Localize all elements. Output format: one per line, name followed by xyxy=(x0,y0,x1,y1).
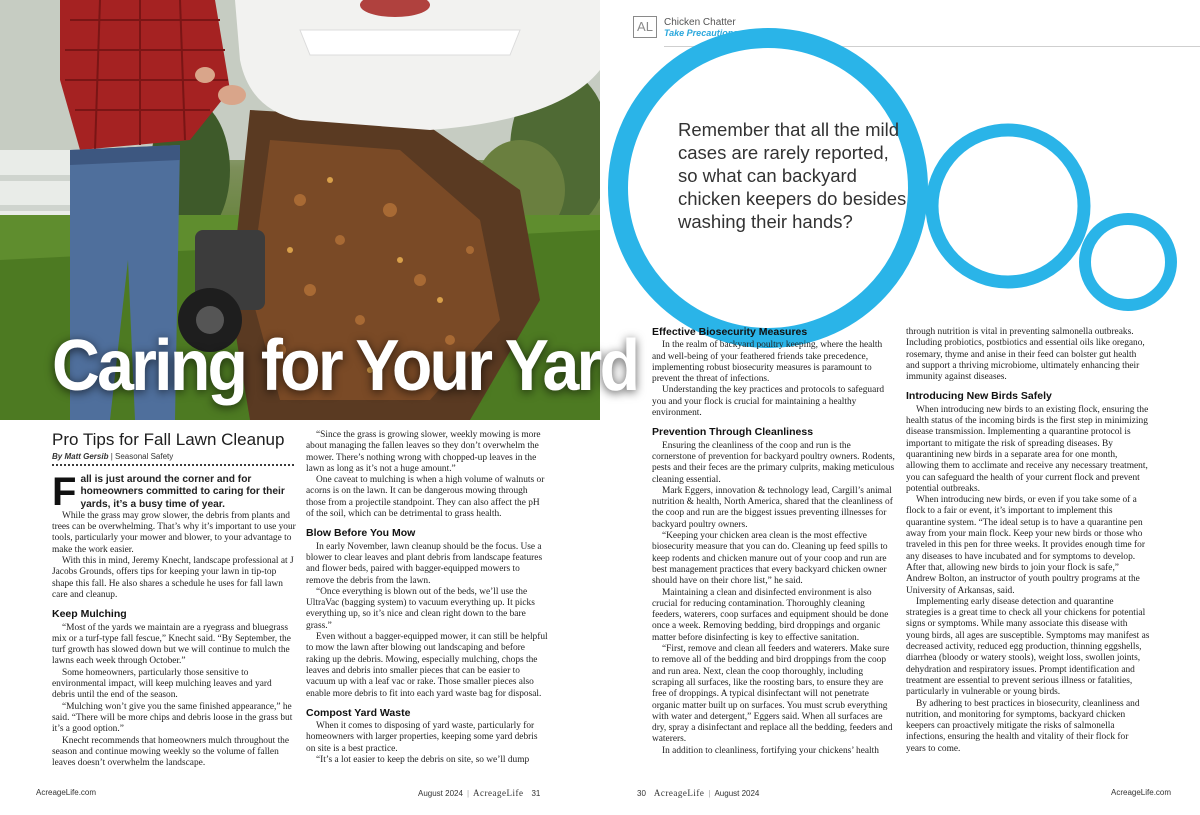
footer-page-number: 31 xyxy=(531,789,541,798)
footer-date: August 2024 xyxy=(714,789,760,798)
paragraph: Understanding the key practices and protocols to safeguard you and your flock is crucial for maintaining a healthy environment. xyxy=(652,385,885,419)
subheading-compost-yard-waste: Compost Yard Waste xyxy=(306,706,411,719)
subheading-keep-mulching: Keep Mulching xyxy=(52,608,127,621)
small-circle xyxy=(1085,219,1171,305)
footer-brand: AcreageLife xyxy=(473,788,524,798)
paragraph: through nutrition is vital in preventing salmonella outbreaks. Including probiotics, postbiotics and essential oils like oregano, rosemary, thyme and anise in their feed can bolster gut health and support a thriving microbiome, ultimately enhancing their immunity against diseases. xyxy=(906,327,1145,383)
paragraph: When it comes to disposing of yard waste, particularly for homeowners with larger properties, keeping some yard debris on site is a best practice. xyxy=(306,721,538,754)
section-logo-badge: AL xyxy=(633,16,657,38)
subheading-effective-biosecurity: Effective Biosecurity Measures xyxy=(652,326,808,338)
paragraph: When introducing new birds to an existing flock, ensuring the health status of the incoming birds is the first step in minimizing disease transmission. Implementing a quarantine protocol is important to mitigate the risk of spreading diseases. By quarantining new birds in a separate area for one month, allowing them to acclimate and receive any necessary treatment, you can safeguard the health of your current flock and prevent potential outbreaks. xyxy=(906,404,1149,494)
footer-page-number: 30 xyxy=(637,789,646,798)
subheading-blow-before-you-mow: Blow Before You Mow xyxy=(306,527,416,540)
section-title: Chicken Chatter xyxy=(664,17,736,28)
left-footer-folio: August 2024 | AcreageLife 31 xyxy=(418,788,541,798)
byline-author: By Matt Gersib xyxy=(52,452,109,461)
paragraph: “Most of the yards we maintain are a ryegrass and bluegrass mix or a turf-type fall fescue,” Knecht said. “By September, the turf growth has slowed down but we will continue to mulch the lawns each week through October.” xyxy=(52,622,291,667)
paragraph: One caveat to mulching is when a high volume of walnuts or acorns is on the lawn. It can be dangerous mowing through those from a projectile standpoint. They can also affect the pH of the soil, which can be detrimental to grass health. xyxy=(306,475,545,520)
article-headline: Caring for Your Yard xyxy=(52,326,638,406)
paragraph: Knecht recommends that homeowners mulch throughout the season and continue mowing weekly so the volume of fallen leaves doesn’t overwhelm the landscape. xyxy=(52,735,290,769)
left-footer-site: AcreageLife.com xyxy=(36,788,97,797)
pull-quote: Remember that all the mild cases are rarely reported, so what can backyard chicken keepers do besides washing their hands? xyxy=(678,119,907,232)
paragraph: With this in mind, Jeremy Knecht, landscape professional at J Jacobs Grounds, offers tips for keeping your lawn in tip-top shape this fall. He also shares a schedule he uses for fall lawn care and cleanup. xyxy=(52,556,294,600)
right-column-1 xyxy=(652,327,895,757)
byline xyxy=(52,452,173,461)
footer-brand: AcreageLife xyxy=(653,788,705,798)
paragraph: In addition to cleanliness, fortifying your chickens’ health xyxy=(662,745,879,756)
paragraph: “First, remove and clean all feeders and waterers. Make sure to remove all of the bedding and bird droppings from the coop and run area. Next, clean the coop thoroughly, including scraping all surfaces, like the roosting bars, to ensure they are free of droppings. A typical disinfectant will not penetrate organic matter built up on surfaces. You must scrub everything with water and detergent,” Eggers said. When all surfaces are dry, spray a disinfectant and replace all the bedding, feeders and waterers. xyxy=(652,644,893,745)
paragraph: Mark Eggers, innovation & technology lead, Cargill’s animal nutrition & health, North America, shared that the cleanliness of the coop and run are the biggest issues preventing illnesses for backyard poultry owners. xyxy=(652,485,893,530)
paragraph: Implementing early disease detection and quarantine strategies is a great time to check all your chickens for potential signs or symptoms. While many associate this disease with young birds, all ages are susceptible. Symptoms may manifest as decreased activity, reduced egg production, thinning eggshells, diarrhea (bloody or watery stools), weight loss, swollen joints, dehydration and respiratory issues. Prompt identification and treatment are essential to prevent serious illness or fatalities, particularly in vulnerable or young birds. xyxy=(906,596,1150,698)
intro-lead: all is just around the corner and for homeowners committed to caring for their yards, it’s a busy time of year. xyxy=(80,474,285,510)
left-column-2 xyxy=(306,430,548,766)
paragraph: “Keeping your chicken area clean is the most effective biosecurity measure that you can do. Cleaning up feed spills to keep rodents and chicken manure out of your coop and run are best management practices that every backyard chicken owner should have on their chore list,” he said. xyxy=(652,531,888,587)
article-deck: Pro Tips for Fall Lawn Cleanup xyxy=(52,430,285,449)
paragraph: By adhering to best practices in biosecurity, cleanliness and nutrition, and monitoring for symptoms, backyard chicken keepers can proactively mitigate the risks of salmonella infections, ensuring the health and vitality of their flock for years to come. xyxy=(906,698,1140,754)
right-footer-site: AcreageLife.com xyxy=(1111,788,1172,797)
paragraph: “Once everything is blown out of the beds, we’ll use the UltraVac (bagging system) to vacuum everything up. It picks everything up, so it’s nice and clean right down to the bare grass.” xyxy=(306,586,535,631)
paragraph: Even without a bagger-equipped mower, it can still be helpful to mow the lawn after blowing out landscaping and before raking up the debris. Mowing, especially mulching, chops the leaves and debris into smaller pieces that can be easier to vacuum up with a leaf vac or rake. Those smaller pieces also enable more debris to fit into each yard waste bag for disposal. xyxy=(306,632,548,699)
section-subtitle: Take Precautions xyxy=(664,28,739,38)
subheading-introducing-new-birds: Introducing New Birds Safely xyxy=(906,390,1052,403)
paragraph: While the grass may grow slower, the debris from plants and trees can be overwhelming. That’s why it’s important to use your tools, particularly your mower and blower, to your advantage to make the work easier. xyxy=(52,510,296,555)
left-column-1 xyxy=(52,470,296,769)
right-column-2 xyxy=(906,327,1150,755)
byline-divider: | xyxy=(110,452,116,461)
paragraph: In the realm of backyard poultry keeping, where the health and well-being of your feathered friends take precedence, implementing robust biosecurity measures is paramount to prevent the threat of infections. xyxy=(652,340,883,385)
paragraph: In early November, lawn cleanup should be the focus. Use a blower to clear leaves and plant debris from landscape features and flower beds, paired with bagger-equipped mowers to remove the debris from the lawn. xyxy=(306,541,543,586)
byline-section: Seasonal Safety xyxy=(115,452,174,461)
subheading-prevention-through-cleanliness: Prevention Through Cleanliness xyxy=(652,426,814,439)
drop-cap: F xyxy=(52,470,77,514)
dotted-divider xyxy=(52,464,294,466)
right-footer-folio: 30 AcreageLife | August 2024 xyxy=(637,788,760,798)
footer-date: August 2024 xyxy=(418,789,463,798)
paragraph: “Since the grass is growing slower, weekly mowing is more about managing the fallen leaves so they don’t overwhelm the mower. There’s nothing wrong with chopped-up leaves in the lawn as long as it’s not a huge amount.” xyxy=(306,430,541,474)
paragraph: Ensuring the cleanliness of the coop and run is the cornerstone of prevention for backyard poultry owners. Rodents, pests and their feces are the primary culprits, making meticulous cleaning essential. xyxy=(652,440,895,485)
paragraph: “Mulching won’t give you the same finished appearance,” he said. “There will be more chips and debris loose in the grass but it’s a good option.” xyxy=(52,701,293,735)
paragraph: “It’s a lot easier to keep the debris on site, so we’ll dump xyxy=(316,755,530,766)
paragraph: Some homeowners, particularly those sensitive to environmental impact, will keep mulching leaves and yard debris until the end of the season. xyxy=(52,667,272,701)
paragraph: When introducing new birds, or even if you take some of a flock to a fair or event, it’s important to implement this quarantine system. “The ideal setup is to have a quarantine pen away from your main flock. Keep your new birds or those who traveled in this pen for three weeks. It provides enough time for any diseases to have incubated and for symptoms to develop. After that, allowing new birds to join your flock is safe,” Andrew Bolton, an instructor of youth poultry programs at the University of Arkansas, said. xyxy=(906,495,1145,596)
intro-paragraph xyxy=(52,470,296,514)
medium-circle xyxy=(932,130,1084,282)
paragraph: Maintaining a clean and disinfected environment is also crucial for reducing contamination. Thoroughly cleaning feeders, waterers, coop surfaces and equipment should be done once a week. Removing bedding, bird droppings and organic matter before disinfecting is key to effective sanitation. xyxy=(652,587,889,643)
